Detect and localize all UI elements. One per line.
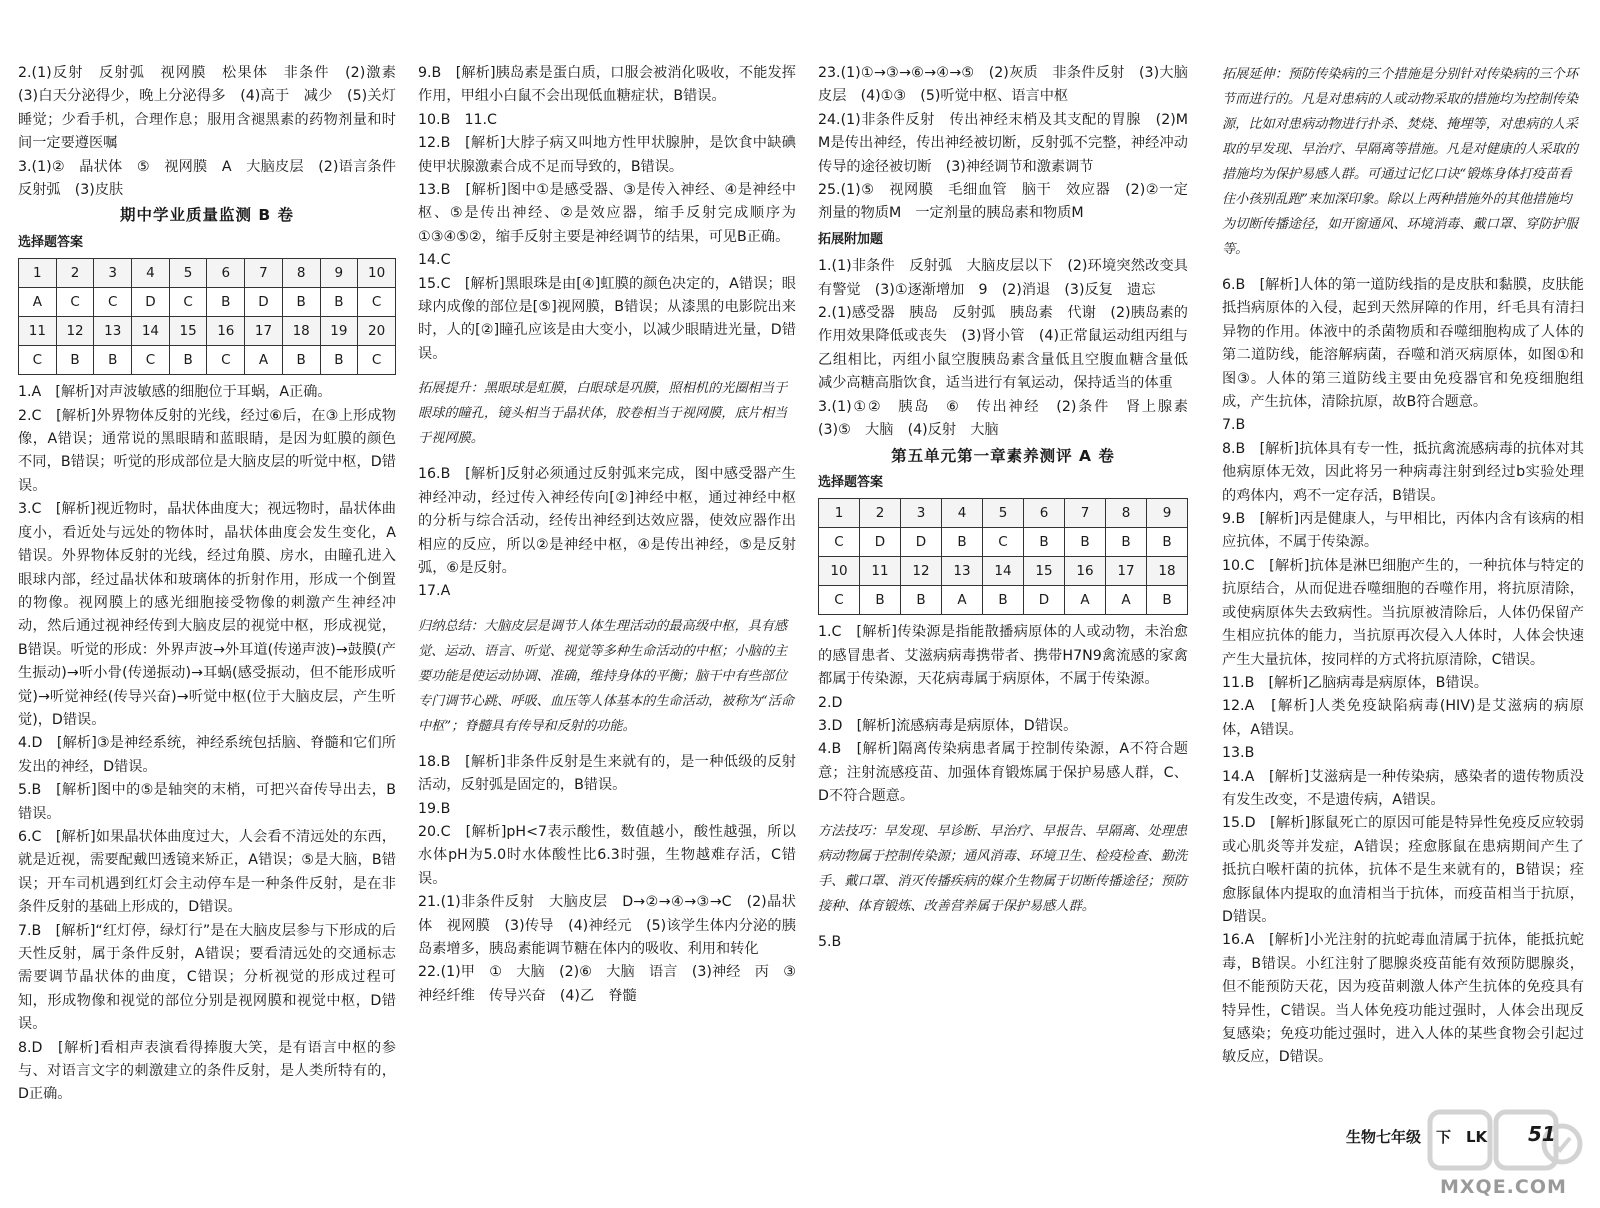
answer-table-cell: C	[358, 346, 396, 375]
answer-table-cell: B	[860, 586, 901, 615]
explanation-u5-15: 15.D [解析]豚鼠死亡的原因可能是特异性免疫反应较弱或心肌炎等并发症，A错误；痊愈豚鼠在患病期间产生了抵抗白喉杆菌的抗体，抗体不是生来就有的，B错误；痊愈豚鼠体内提取的血清相当于抗体，而疫苗相当于抗原，D错误。	[1222, 815, 1584, 925]
answer-table-cell: 7	[1065, 499, 1106, 528]
answer-table-cell: 16	[1065, 557, 1106, 586]
answer-17: 17.A	[418, 583, 451, 600]
explanation-8: 8.D [解析]看相声表演看得捧腹大笑，是有语言中枢的参与、对语言文字的刺激建立的条件反射，是人类所特有的，D正确。	[18, 1039, 396, 1103]
explanation-6: 6.C [解析]如果晶状体曲度过大，人会看不清远处的东西，就是近视，需要配戴凹透镜来矫正，A错误；⑤是大脑，B错误；开车司机遇到红灯会主动停车是一种条件反射，是在非条件反射的基础上形成的，D错误。	[18, 828, 396, 916]
answer-table-cell: 17	[245, 317, 283, 346]
answer-table-cell: 9	[320, 259, 358, 288]
answer-21: 21.(1)非条件反射 大脑皮层 D→②→④→③→C (2)晶状体 视网膜 (3)传导 (4)神经元 (5)该学生体内分泌的胰岛素增多，胰岛素能调节糖在体内的吸收、利用和转化	[418, 894, 796, 957]
answer-table-cell: 11	[19, 317, 57, 346]
answer-table-cell: 7	[245, 259, 283, 288]
answer-table-cell: A	[1106, 586, 1147, 615]
method-tip-note: 方法技巧：早发现、早诊断、早治疗、早报告、早隔离、处理患病动物属于控制传染源；通风消毒、环境卫生、检疫检查、勤洗手、戴口罩、消灭传播疾病的媒介生物属于切断传播途径；预防接种、体育锻炼、改善营养属于保护易感人群。	[818, 823, 1188, 914]
explanation-u5-14: 14.A [解析]艾滋病是一种传染病，感染者的遗传物质没有发生改变，不是遗传病，A错误。	[1222, 768, 1584, 808]
bonus-questions-label: 拓展附加题	[818, 231, 884, 247]
answer-table-cell: B	[56, 346, 94, 375]
explanation-5: 5.B [解析]图中的⑤是轴突的末梢，可把兴奋传导出去，B错误。	[18, 782, 396, 822]
answer-table-cell: 11	[860, 557, 901, 586]
answer-table-cell: 4	[132, 259, 170, 288]
explanation-u5-11: 11.B [解析]乙脑病毒是病原体，B错误。	[1222, 674, 1488, 691]
answer-table-cell: C	[169, 288, 207, 317]
answer-table-cell: B	[1065, 528, 1106, 557]
choice-answers-label-2: 选择题答案	[818, 474, 884, 490]
answer-table-cell: D	[901, 528, 942, 557]
explanation-7: 7.B [解析]“红灯停，绿灯行”是在大脑皮层参与下形成的后天性反射，属于条件反射，A错误；要看清远处的交通标志需要调节晶状体的曲度，C错误；分析视觉的形成过程可知，形成物像和视觉的部位分别是视网膜和视觉中枢，D错误。	[18, 922, 396, 1033]
answer-table-cell: D	[132, 288, 170, 317]
explanation-3: 3.C [解析]视近物时，晶状体曲度大；视远物时，晶状体曲度小，看近处与远处的物体时，晶状体曲度会发生变化，A错误。外界物体反射的光线，经过角膜、房水，由瞳孔进入眼球内部，经过晶状体和玻璃体的折射作用，形成一个倒置的物像。视网膜上的感光细胞接受物像的刺激产生神经冲动，然后通过视神经传到大脑皮层的视觉中枢，形成视觉，B错误。听觉的形成：外界声波→外耳道(传递声波)→鼓膜(产生振动)→听小骨(传递振动)→耳蜗(感受振动，但不能形成听觉)→听觉神经(传导兴奋)→听觉中枢(位于大脑皮层，产生听觉)，D错误。	[18, 501, 396, 728]
answer-table-cell: C	[94, 288, 132, 317]
answer-table-cell: 18	[282, 317, 320, 346]
answer-table-cell: B	[282, 288, 320, 317]
answer-table-cell: 1	[19, 259, 57, 288]
answer-table-cell: 14	[983, 557, 1024, 586]
answer-table-cell: C	[983, 528, 1024, 557]
explanation-18: 18.B [解析]非条件反射是生来就有的，是一种低级的反射活动，反射弧是固定的，B错误。	[418, 753, 796, 794]
answer-table-cell: 20	[358, 317, 396, 346]
explanation-u5-16: 16.A [解析]小光注射的抗蛇毒血清属于抗体，能抵抗蛇毒，B错误。小红注射了腮腺炎疫苗能有效预防腮腺炎，但不能预防天花，因为疫苗刺激人体产生抗体的免疫具有特异性，C错误。当人体免疫功能过强时，人体会出现反复感染；免疫功能过强时，进入人体的某些食物会引起过敏反应，D错误。	[1222, 932, 1584, 1066]
section-title-midterm-b: 期中学业质量监测 B 卷	[119, 206, 295, 225]
answer-table-cell: 15	[169, 317, 207, 346]
answer-table-cell: C	[56, 288, 94, 317]
answer-10-11: 10.B 11.C	[418, 111, 497, 128]
bonus-answer-3: 3.(1)①② 胰岛 ⑥ 传出神经 (2)条件 肾上腺素 (3)⑤ 大脑 (4)反射 大脑	[818, 398, 1203, 439]
answer-table-cell: D	[860, 528, 901, 557]
answer-table-row	[19, 346, 396, 375]
answer-table-cell: 8	[282, 259, 320, 288]
answer-u5-13: 13.B	[1222, 745, 1255, 762]
answer-table-cell: 16	[207, 317, 245, 346]
extension-note-eye: 拓展提升：黑眼球是虹膜，白眼球是巩膜，照相机的光圈相当于眼球的瞳孔，镜头相当于晶状体，胶卷相当于视网膜，底片相当于视网膜。	[418, 381, 788, 447]
answer-table-cell: 12	[56, 317, 94, 346]
choice-answers-label: 选择题答案	[18, 234, 84, 250]
section-title-unit5-a: 第五单元第一章素养测评 A 卷	[891, 446, 1115, 465]
explanation-12: 12.B [解析]大脖子病又叫地方性甲状腺肿，是饮食中缺碘使甲状腺激素合成不足而导致的，B错误。	[418, 135, 796, 175]
answer-table-cell: C	[819, 586, 860, 615]
answer-table-cell: 2	[56, 259, 94, 288]
answer-table-row	[819, 557, 1188, 586]
answer-table-row	[19, 259, 396, 288]
answer-table-cell: D	[1024, 586, 1065, 615]
extension-note-prevention: 拓展延伸：预防传染病的三个措施是分别针对传染病的三个环节而进行的。凡是对患病的人或动物采取的措施均为控制传染源，比如对患病动物进行扑杀、焚烧、掩埋等，对患病的人采取的早发现、早治疗、早隔离等措施。凡是对健康的人采取的措施均为保护易感人群。可通过记忆口诀“锻炼身体打疫苗看住小孩别乱跑”来加深印象。除以上两种措施外的其他措施均为切断传播途径，如开窗通风、环境消毒、戴口罩、穿防护服等。	[1222, 67, 1579, 257]
answer-table-cell: B	[94, 346, 132, 375]
explanation-13: 13.B [解析]图中①是感受器、③是传入神经、④是神经中枢、⑤是传出神经、②是效应器，缩手反射完成顺序为①③④⑤②，缩手反射主要是神经调节的结果，可见B正确。	[418, 182, 796, 245]
answer-table-cell: 2	[860, 499, 901, 528]
answer-table-cell: A	[942, 586, 983, 615]
answer-table-cell: 3	[94, 259, 132, 288]
explanation-u5-4: 4.B [解析]隔离传染病患者属于控制传染源，A不符合题意；注射流感疫苗、加强体育锻炼属于保护易感人群，C、D不符合题意。	[818, 741, 1188, 805]
explanation-u5-8: 8.B [解析]抗体具有专一性，抵抗禽流感病毒的抗体对其他病原体无效，因此将另一种病毒注射到经过b实验处理的鸡体内，鸡不一定存活，B错误。	[1222, 440, 1584, 504]
answer-table-cell: 3	[901, 499, 942, 528]
answer-table-cell: 4	[942, 499, 983, 528]
answer-table-row	[819, 528, 1188, 557]
page-number: 51	[1528, 1122, 1556, 1146]
bonus-answer-2: 2.(1)感受器 胰岛 反射弧 胰岛素 代谢 (2)胰岛素的作用效果降低或丧失 (3)肾小管 (4)正常鼠运动组丙组与乙组相比，丙组小鼠空腹胰岛素含量低且空腹血糖含量低 减少高糖高脂饮食，适当进行有氧运动，保持适当的体重	[818, 305, 1203, 392]
answer-table-cell: C	[19, 346, 57, 375]
bonus-answer-1: 1.(1)非条件 反射弧 大脑皮层以下 (2)环境突然改变具有警觉 (3)①逐渐增加 9 (2)消退 (3)反复 遗忘	[818, 258, 1188, 298]
answer-table-row	[819, 499, 1188, 528]
answer-u5-5: 5.B	[818, 933, 842, 950]
column-1	[18, 62, 411, 1107]
answer-table-cell: 19	[320, 317, 358, 346]
answer-table-cell: 6	[207, 259, 245, 288]
column-3	[818, 62, 1203, 954]
explanation-1: 1.A [解析]对声波敏感的细胞位于耳蜗，A正确。	[18, 384, 332, 401]
answer-24: 24.(1)非条件反射 传出神经末梢及其支配的胃腺 (2)M M是传出神经，传出神经被切断，反射弧不完整，神经冲动传导的途径被切断 (3)神经调节和激素调节	[818, 111, 1203, 175]
answer-table-row	[19, 288, 396, 317]
answer-table-cell: C	[207, 346, 245, 375]
answer-table-cell: 5	[983, 499, 1024, 528]
answer-22: 22.(1)甲 ① 大脑 (2)⑥ 大脑 语言 (3)神经 丙 ③ 神经纤维 传导兴奋 (4)乙 脊髓	[418, 964, 811, 1004]
answer-table-cell: B	[942, 528, 983, 557]
answer-table-cell: C	[358, 288, 396, 317]
answer-table-cell: 13	[94, 317, 132, 346]
explanation-u5-10: 10.C [解析]抗体是淋巴细胞产生的，一种抗体与特定的抗原结合，从而促进吞噬细胞的吞噬作用，将抗原清除，或使病原体失去致病性。当抗原被清除后，人体仍保留产生相应抗体的能力，当抗原再次侵入人体时，人体会快速产生大量抗体，按同样的方式将抗原清除，C错误。	[1222, 557, 1584, 668]
answer-23: 23.(1)①→③→⑥→④→⑤ (2)灰质 非条件反射 (3)大脑皮层 (4)①③ (5)听觉中枢、语言中枢	[818, 65, 1188, 105]
answer-table-cell: A	[245, 346, 283, 375]
answer-table-cell: A	[19, 288, 57, 317]
answer-table-cell: 18	[1147, 557, 1188, 586]
answer-table-cell: 15	[1024, 557, 1065, 586]
answer-table-cell: B	[901, 586, 942, 615]
answer-table-cell: 6	[1024, 499, 1065, 528]
answer-table-cell: 10	[819, 557, 860, 586]
explanation-4: 4.D [解析]③是神经系统，神经系统包括脑、脊髓和它们所发出的神经，D错误。	[18, 735, 396, 775]
answer-table-cell: 9	[1147, 499, 1188, 528]
explanation-2: 2.C [解析]外界物体反射的光线，经过⑥后，在③上形成物像，A错误；通常说的黑眼睛和蓝眼睛，是因为虹膜的颜色不同，B错误；听觉的形成部位是大脑皮层的听觉中枢，D错误。	[18, 407, 396, 494]
watermark-text: MXQE.COM	[1440, 1176, 1567, 1198]
answer-table-cell: C	[132, 346, 170, 375]
answer-table-cell: 5	[169, 259, 207, 288]
answer-table-cell: B	[1147, 528, 1188, 557]
explanation-20: 20.C [解析]pH<7表示酸性，数值越小，酸性越强，所以水体pH为5.0时水体酸性比6.3时强，生物越难存活，C错误。	[418, 823, 796, 887]
column-4	[1222, 62, 1584, 1070]
answer-table-cell: 17	[1106, 557, 1147, 586]
answer-3: 3.(1)② 晶状体 ⑤ 视网膜 A 大脑皮层 (2)语言条件 反射弧 (3)皮肤	[18, 158, 411, 199]
explanation-u5-12: 12.A [解析]人类免疫缺陷病毒(HIV)是艾滋病的病原体，A错误。	[1222, 698, 1584, 738]
answer-table-cell: B	[169, 346, 207, 375]
answer-table-cell: B	[207, 288, 245, 317]
answer-table-cell: B	[983, 586, 1024, 615]
answer-table-cell: 10	[358, 259, 396, 288]
answer-2: 2.(1)反射 反射弧 视网膜 松果体 非条件 (2)激素 (3)白天分泌得少，晚上分泌得多 (4)高于 减少 (5)关灯睡觉；少看手机，合理作息；服用含褪黑素的药物剂量和时间一定要遵医嘱	[18, 65, 411, 152]
summary-note-brain: 归纳总结：大脑皮层是调节人体生理活动的最高级中枢，具有感觉、运动、语言、听觉、视觉等多种生命活动的中枢；小脑的主要功能是使运动协调、准确，维持身体的平衡；脑干中有些部位专门调节心跳、呼吸、血压等人体基本的生命活动，被称为“活命中枢”；脊髓具有传导和反射的功能。	[418, 618, 794, 734]
answer-table-midterm-b	[18, 258, 396, 375]
answer-table-cell: 8	[1106, 499, 1147, 528]
answer-14: 14.C	[418, 252, 451, 269]
answer-table-cell: B	[320, 288, 358, 317]
answer-table-row	[819, 586, 1188, 615]
answer-table-cell: D	[245, 288, 283, 317]
answer-table-cell: 1	[819, 499, 860, 528]
answer-table-cell: B	[1147, 586, 1188, 615]
answer-u5-2: 2.D	[818, 694, 843, 711]
footer-book-label: 生物七年级 下 LK	[1346, 1128, 1488, 1146]
explanation-u5-1: 1.C [解析]传染源是指能散播病原体的人或动物，未治愈的感冒患者、艾滋病病毒携带者、携带H7N9禽流感的家禽都属于传染源，天花病毒属于病原体，不属于传染源。	[818, 624, 1188, 688]
explanation-9: 9.B [解析]胰岛素是蛋白质，口服会被消化吸收，不能发挥作用，甲组小白鼠不会出现低血糖症状，B错误。	[418, 65, 796, 105]
explanation-u5-9: 9.B [解析]丙是健康人，与甲相比，丙体内含有该病的相应抗体，不属于传染源。	[1222, 511, 1584, 551]
explanation-15: 15.C [解析]黑眼珠是由[④]虹膜的颜色决定的，A错误；眼球内成像的部位是[⑤]视网膜，B错误；从漆黑的电影院出来时，人的[②]瞳孔应该是由大变小，以减少眼睛进光量，D错误。	[418, 275, 796, 362]
answer-table-cell: 14	[132, 317, 170, 346]
answer-table-cell: B	[282, 346, 320, 375]
answer-19: 19.B	[418, 800, 451, 817]
answer-table-cell: B	[320, 346, 358, 375]
answer-table-cell: B	[1106, 528, 1147, 557]
answer-table-cell: A	[1065, 586, 1106, 615]
answer-table-unit5-a	[818, 498, 1188, 615]
explanation-u5-3: 3.D [解析]流感病毒是病原体，D错误。	[818, 717, 1078, 734]
answer-table-cell: 12	[901, 557, 942, 586]
answer-u5-7: 7.B	[1222, 417, 1246, 434]
explanation-16: 16.B [解析]反射必须通过反射弧来完成，图中感受器产生神经冲动，经过传入神经传向[②]神经中枢，通过神经中枢的分析与综合活动，经传出神经到达效应器，使效应器作出相应的反应，所以②是神经中枢，④是传出神经，⑤是反射弧，⑥是反射。	[418, 466, 796, 576]
answer-table-cell: C	[819, 528, 860, 557]
answer-table-row	[19, 317, 396, 346]
answer-25: 25.(1)⑤ 视网膜 毛细血管 脑干 效应器 (2)②一定剂量的物质M 一定剂量的胰岛素和物质M	[818, 182, 1188, 222]
column-2	[418, 62, 811, 1008]
answer-table-cell: 13	[942, 557, 983, 586]
answer-table-cell: B	[1024, 528, 1065, 557]
explanation-u5-6: 6.B [解析]人体的第一道防线指的是皮肤和黏膜，皮肤能抵挡病原体的入侵，起到天然屏障的作用，纤毛具有清扫异物的作用。体液中的杀菌物质和吞噬细胞构成了人体的第二道防线，能溶解病菌，吞噬和消灭病原体，如图①和图③。人体的第三道防线主要由免疫器官和免疫细胞组成，产生抗体，清除抗原，故B符合题意。	[1222, 277, 1584, 411]
